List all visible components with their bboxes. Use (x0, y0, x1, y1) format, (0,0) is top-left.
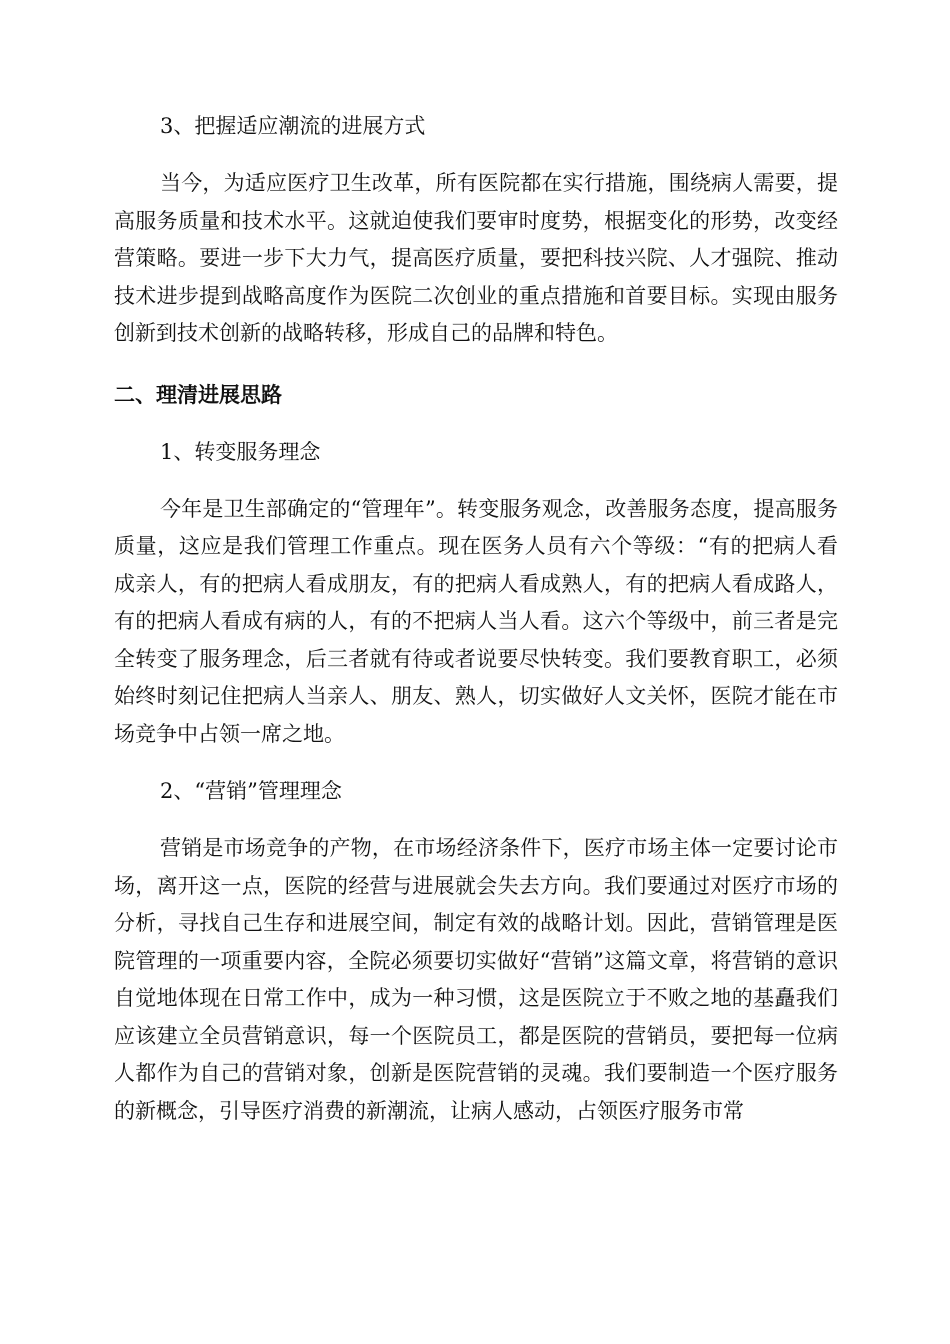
subsection-1-paragraph: 今年是卫生部确定的“管理年”。转变服务观念，改善服务态度，提高服务质量，这应是我们管理工作重点。现在医务人员有六个等级：“有的把病人看成亲人，有的把病人看成朋友，有的把病人看成熟人，有的把病人看成路人，有的把病人看成有病的人，有的不把病人当人看。这六个等级中，前三者是完全转变了服务理念，后三者就有待或者说要尽快转变。我们要教育职工，必须始终时刻记住把病人当亲人、朋友、熟人，切实做好人文关怀，医院才能在市场竞争中占领一席之地。 (114, 496, 838, 746)
subsection-2-paragraph: 营销是市场竞争的产物，在市场经济条件下，医疗市场主体一定要讨论市场，离开这一点，医院的经营与进展就会失去方向。我们要通过对医疗市场的分析，寻找自己生存和进展空间，制定有效的战略计划。因此，营销管理是医院管理的一项重要内容，全院必须要切实做好“营销”这篇文章，将营销的意识自觉地体现在日常工作中，成为一种习惯，这是医院立于不败之地的基矗我们应该建立全员营销意识，每一个医院员工，都是医院的营销员，要把每一位病人都作为自己的营销对象，创新是医院营销的灵魂。我们要制造一个医疗服务的新概念，引导医疗消费的新潮流，让病人感动，占领医疗服务市常 (114, 836, 838, 1123)
document-body (114, 108, 838, 1130)
subsection-3-paragraph: 当今，为适应医疗卫生改革，所有医院都在实行措施，围绕病人需要，提高服务质量和技术水平。这就迫使我们要审时度势，根据变化的形势，改变经营策略。要进一步下大力气，提高医疗质量，要把科技兴院、人才强院、推动技术进步提到战略高度作为医院二次创业的重点措施和首要目标。实现由服务创新到技术创新的战略转移，形成自己的品牌和特色。 (114, 171, 838, 345)
section-2-heading: 二、理清进展思路 (114, 382, 282, 407)
subsection-1-title: 1、转变服务理念 (160, 439, 321, 464)
subsection-2-title: 2、“营销”管理理念 (160, 779, 342, 803)
subsection-3-title: 3、把握适应潮流的进展方式 (160, 114, 426, 138)
